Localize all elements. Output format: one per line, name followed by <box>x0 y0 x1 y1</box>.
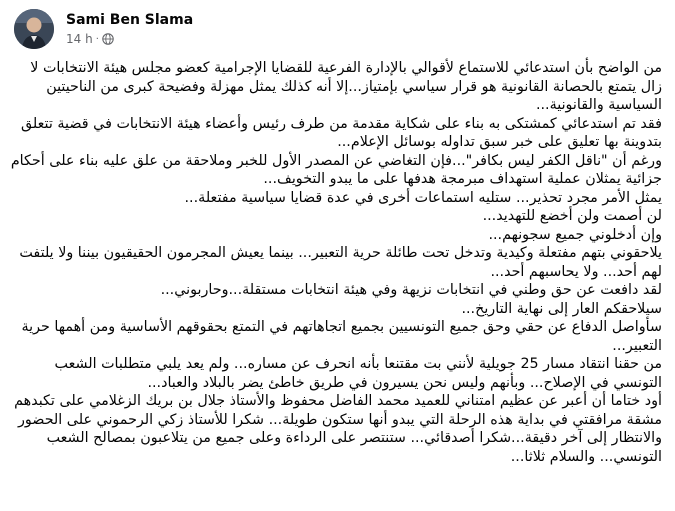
post-paragraph: سيلاحقكم العار إلى نهاية التاريخ... <box>461 300 662 317</box>
post-paragraph: وإن أدخلوني جميع سجونهم... <box>488 226 662 243</box>
post-paragraph: لقد دافعت عن حق وطني في انتخابات نزيهة وفي هيئة انتخابات مستقلة...وحاربوني... <box>160 282 662 298</box>
post-paragraph: يمثل الأمر مجرد تحذير... ستليه استماعات أخرى في عدة قضايا سياسية مفتعلة... <box>184 189 662 206</box>
post-timestamp[interactable]: 14 h <box>66 32 93 46</box>
post-paragraph: فقد تم استدعائي كمشتكى به بناء على شكاية مقدمة من طرف رئيس وأعضاء هيئة الانتخابات في قضية تتعلق بتدوينة بها تعليق على خبر سبق تداوله بوسائل الإعلام... <box>21 115 662 150</box>
post-header <box>14 9 654 49</box>
author-name[interactable]: Sami Ben Slama <box>66 12 194 28</box>
globe-icon[interactable] <box>102 33 114 45</box>
post-paragraph: يلاحقوني بتهم مفتعلة وكيدية وتدخل تحت طائلة حرية التعبير... بينما يعيش المجرمون الحقيقيون بيننا ولا يلتفت لهم أحد... ولا يحاسبهم أحد... <box>19 245 662 280</box>
post-paragraph: ورغم أن "ناقل الكفر ليس بكافر"...فإن التغاضي عن المصدر الأول للخبر وملاحقة من علق عليه بناء على أحكام جزائية يمثلان عملية استهداف مبرمجة هدفها على ما يبدو التخويف... <box>10 152 662 187</box>
post-paragraph: لن أصمت ولن أخضع للتهديد... <box>482 208 662 224</box>
post-paragraph: سأواصل الدفاع عن حقي وحق جميع التونسيين بجميع اتجاهاتهم في التمتع بحقوقهم الأساسية ومن أهمها حرية التعبير... <box>21 319 662 354</box>
post-paragraph: أود ختاما أن أعبر عن عظيم امتناني للعميد محمد الفاضل محفوظ والأستاذ جلال بن بريك الزغلامي على تكبدهم مشقة مرافقتي في بداية هذه الرحلة التي يبدو أنها ستكون طويلة... شكرا للأستاذ زكي الرحموني على الحضور والانتظار إلى آخر دقيقة...شكرا أصدقائي... ستنتصر على الرداءة وعلى جميع من يتلاعبون بمصالح الشعب التونسي... والسلام ثلاثا... <box>14 393 662 465</box>
post-meta <box>66 32 114 46</box>
post-paragraph: من الواضح بأن استدعائي للاستماع لأقوالي بالإدارة الفرعية للقضايا الإجرامية كعضو مجلس هيئة الانتخابات لا زال يتمتع بالحصانة القانونية هو قرار سياسي بإمتياز...إلا أنه كذلك يمثل مهزلة وفضيحة كبرى من الناحيتين السياسية والقانونية... <box>30 60 662 113</box>
post-paragraph: من حقنا انتقاد مسار 25 جويلية لأنني بت مقتنعا بأنه انحرف عن مساره... ولم يعد يلبي متطلبات الشعب التونسي في الإصلاح... وبأنهم وليس نحن يسيرون في طريق خاطئ يضر بالبلاد والعباد... <box>54 356 662 391</box>
meta-separator: · <box>95 33 99 45</box>
post-body <box>10 59 662 466</box>
avatar[interactable] <box>14 9 54 49</box>
